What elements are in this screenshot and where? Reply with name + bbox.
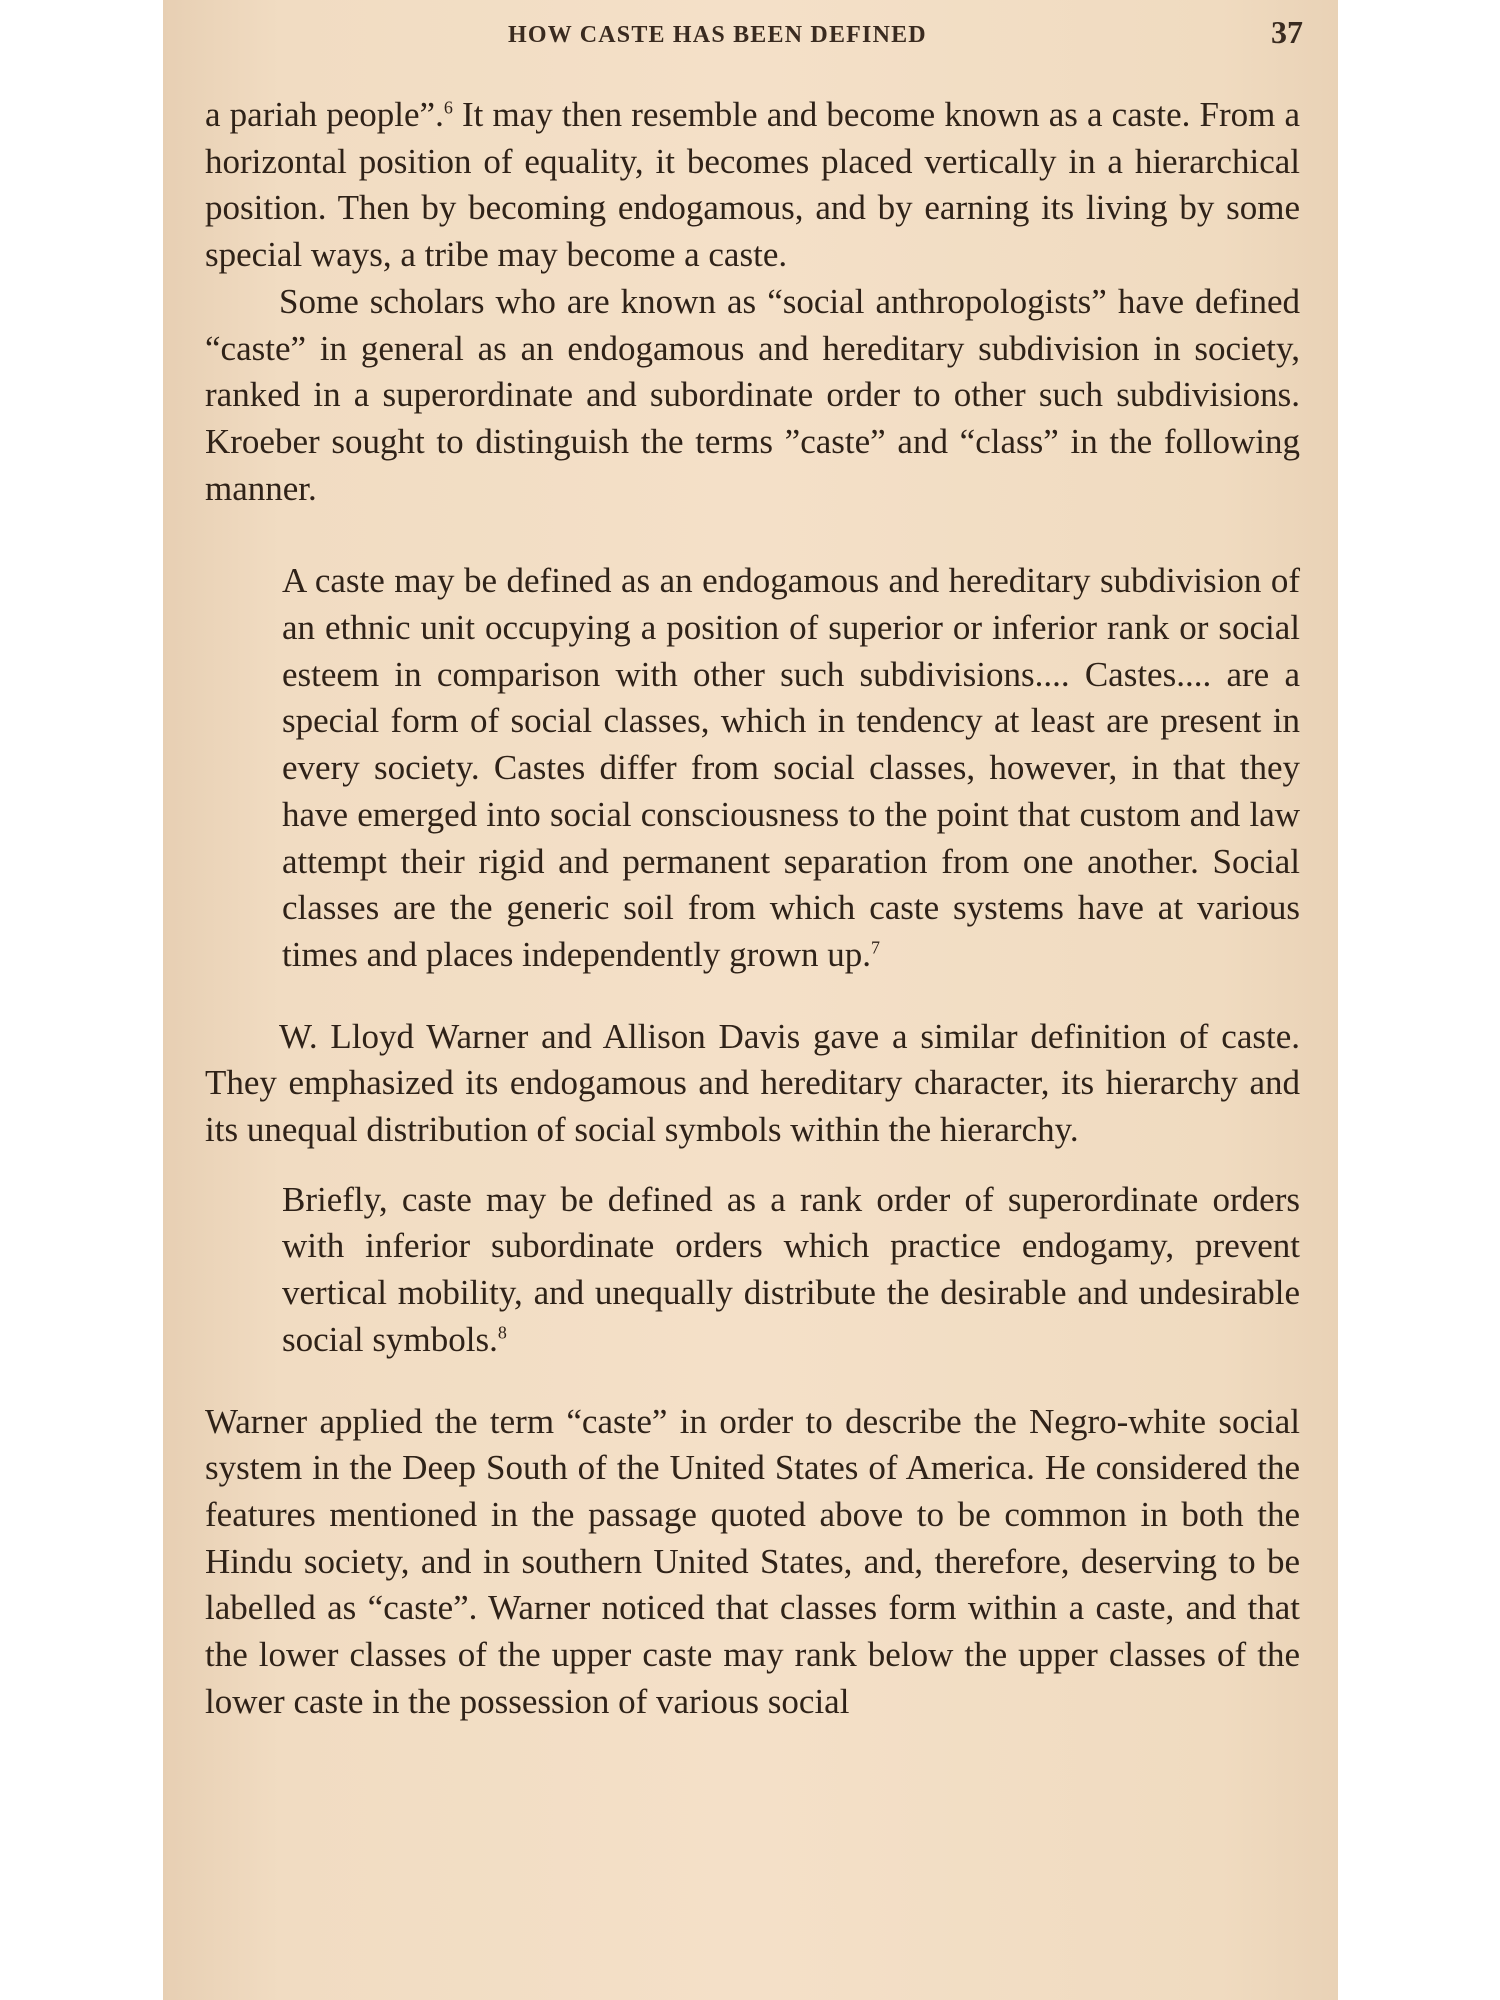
- footnote-ref-8: 8: [497, 1322, 507, 1343]
- paragraph-1-start: a pariah people”.: [205, 95, 444, 134]
- footnote-ref-7: 7: [871, 937, 881, 958]
- book-page: [163, 0, 1338, 2000]
- paragraph-1: [205, 92, 1300, 279]
- paragraph-3: W. Lloyd Warner and Allison Davis gave a similar definition of caste. They emphasized its endogamous and hereditary character, its hierarchy and its unequal distribution of social symbols within the hierarchy.: [205, 1016, 1300, 1150]
- paragraph-4: Warner applied the term “caste” in order to describe the Negro-white social system in the Deep South of the United States of America. He considered the features mentioned in the passage quoted above to be common in both the Hindu society, and in southern United States, and, therefore, deserving to be labelled as “caste”. Warner noticed that classes form within a caste, and that the lower classes of the upper caste may rank below the upper classes of the lower caste in the possession of various social: [205, 1401, 1300, 1721]
- running-head: HOW CASTE HAS BEEN DEFINED: [508, 22, 927, 48]
- paragraph-1-rest: It may then resemble and become known as a caste. From a horizontal position of equality, it becomes placed vertically in a hierarchical position. Then by becoming endogamous, and by earning its living by some special ways, a tribe may become a caste.: [205, 95, 1301, 275]
- quotation-kroeber-text: A caste may be defined as an endogamous and hereditary subdivision of an ethnic unit occupying a position of superior or inferior rank or social esteem in comparison with other such subdivisions.... Castes.... are a special form of social classes, which in tendency at least are present in every society. Castes differ from social classes, however, in that they have emerged into social consciousness to the point that custom and law attempt their rigid and permanent separation from one another. Social classes are the generic soil from which caste systems have at various times and places independently grown up.: [282, 561, 1300, 974]
- quotation-kroeber: [282, 558, 1300, 978]
- page-header: [163, 14, 1338, 54]
- page-number: 37: [1271, 14, 1303, 50]
- page-body: [205, 92, 1300, 1726]
- quotation-warner-davis: [282, 1177, 1300, 1364]
- paragraph-2: Some scholars who are known as “social anthropologists” have defined “caste” in general as an endogamous and hereditary subdivision in society, ranked in a superordinate and subordinate order to other such subdivisions. Kroeber sought to distinguish the terms ”caste” and “class” in the following manner.: [205, 281, 1300, 508]
- footnote-ref-6: 6: [443, 97, 453, 118]
- quotation-warner-davis-text: Briefly, caste may be defined as a rank order of superordinate orders with inferior subordinate orders which practice endogamy, prevent vertical mobility, and unequally distribute the desirable and undesirable social symbols.: [282, 1179, 1300, 1359]
